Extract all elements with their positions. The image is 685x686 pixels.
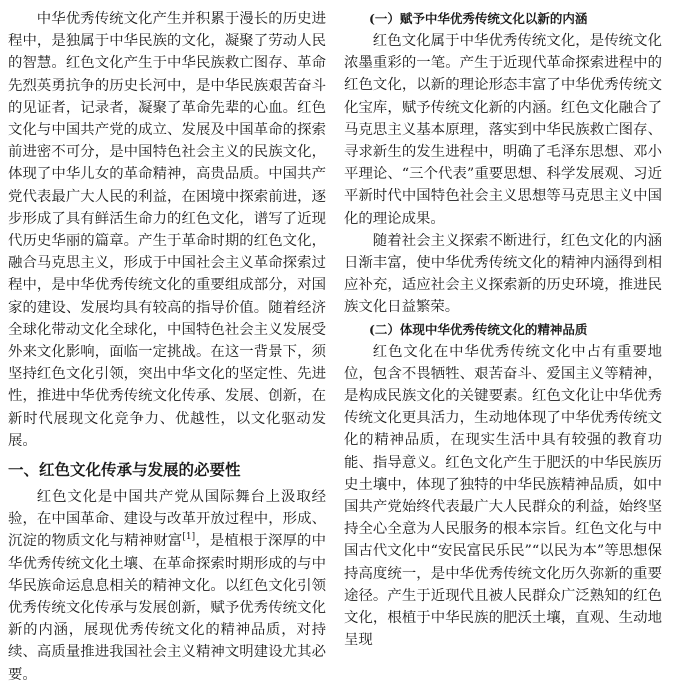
section-1-text-a: 红色文化是中国共产党从国际舞台上汲取经验，在中国革命、建设与改革开放过程中，形成、沉淀的物质文化与精神财富 xyxy=(8,489,326,550)
left-column xyxy=(8,8,326,686)
right-column xyxy=(344,8,662,651)
subsection-heading-1: (一）赋予中华优秀传统文化以新的内涵 xyxy=(369,11,588,26)
subsection-heading-2: (二）体现中华优秀传统文化的精神品质 xyxy=(369,321,588,337)
reference-marker[interactable]: [1] xyxy=(182,532,196,543)
section-heading-1: 一、红色文化传承与发展的必要性 xyxy=(8,461,241,480)
subsection-1-paragraph-1: 红色文化属于中华优秀传统文化，是传统文化浓墨重彩的一笔。产生于近现代革命探索进程中的红色文化，以新的理论形态丰富了中华优秀传统文化宝库，赋予传统文化新的内涵。红色文化融合了马克思主义基本原理，落实到中华民族救亡图存、寻求新生的发生进程中，明确了毛泽东思想、邓小平理论、“三个代表”重要思想、科学发展观、习近平新时代中国特色社会主义思想等马克思主义中国化的理论成果。 xyxy=(344,33,662,227)
section-1-paragraph xyxy=(8,486,326,686)
subsection-2-paragraph: 红色文化在中华优秀传统文化中占有重要地位，包含不畏牺牲、艰苦奋斗、爱国主义等精神，是构成民族文化的关键要素。红色文化让中华优秀传统文化更具活力，生动地体现了中华优秀传统文化的精神品质，在现实生活中具有较强的教育功能、指导意义。红色文化产生于肥沃的中华民族历史土壤中，体现了独特的中华民族精神品质，如中国共产党始终代表最广大人民群众的利益，始终坚持全心全意为人民服务的根本宗旨。红色文化与中国古代文化中“安民富民乐民”“以民为本”等思想保持高度统一，是中华优秀传统文化历久弥新的重要途径。产生于近现代且被人民群众广泛熟知的红色文化，根植于中华民族的肥沃土壤，直观、生动地呈现 xyxy=(344,343,662,649)
intro-paragraph: 中华优秀传统文化产生并积累于漫长的历史进程中，是独属于中华民族的文化，凝聚了劳动人民的智慧。红色文化产生于中华民族救亡图存、革命先烈英勇抗争的历史长河中，是中华民族艰苦奋斗的见证者，记录者，凝聚了革命先辈的心血。红色文化与中国共产党的成立、发展及中国革命的探索前进密不可分，是中国特色社会主义的民族文化，体现了中华儿女的革命精神，高贵品质。中国共产党代表最广大人民的利益，在困境中探索前进，逐步形成了具有鲜活生命力的红色文化，谱写了近现代历史华丽的篇章。产生于革命时期的红色文化，融合马克思主义，形成于中国社会主义革命探索过程中，是中华优秀传统文化的重要组成部分，对国家的建设、发展均具有较高的指导价值。随着经济全球化带动文化全球化，中国特色社会主义发展受外来文化影响，面临一定挑战。在这一背景下，须坚持红色文化引领，突出中华文化的坚定性、先进性，推进中华优秀传统文化传承、发展、创新，在新时代展现文化竞争力、优越性，以文化驱动发展。 xyxy=(8,11,326,449)
section-1-text-b: ，是植根于深厚的中华优秀传统文化土壤、在革命探索时期形成的与中华民族命运息息相关的精神文化。以红色文化引领优秀传统文化传承与发展创新，赋予优秀传统文化新的内涵，展现优秀传统文化的精神品质，对持续、高质量推进我国社会主义精神文明建设尤其必要。 xyxy=(8,533,326,683)
subsection-1-paragraph-2: 随着社会主义探索不断进行，红色文化的内涵日渐丰富，使中华优秀传统文化的精神内涵得到相应补充，适应社会主义探索新的历史环境，推进民族文化日益繁荣。 xyxy=(344,232,662,316)
